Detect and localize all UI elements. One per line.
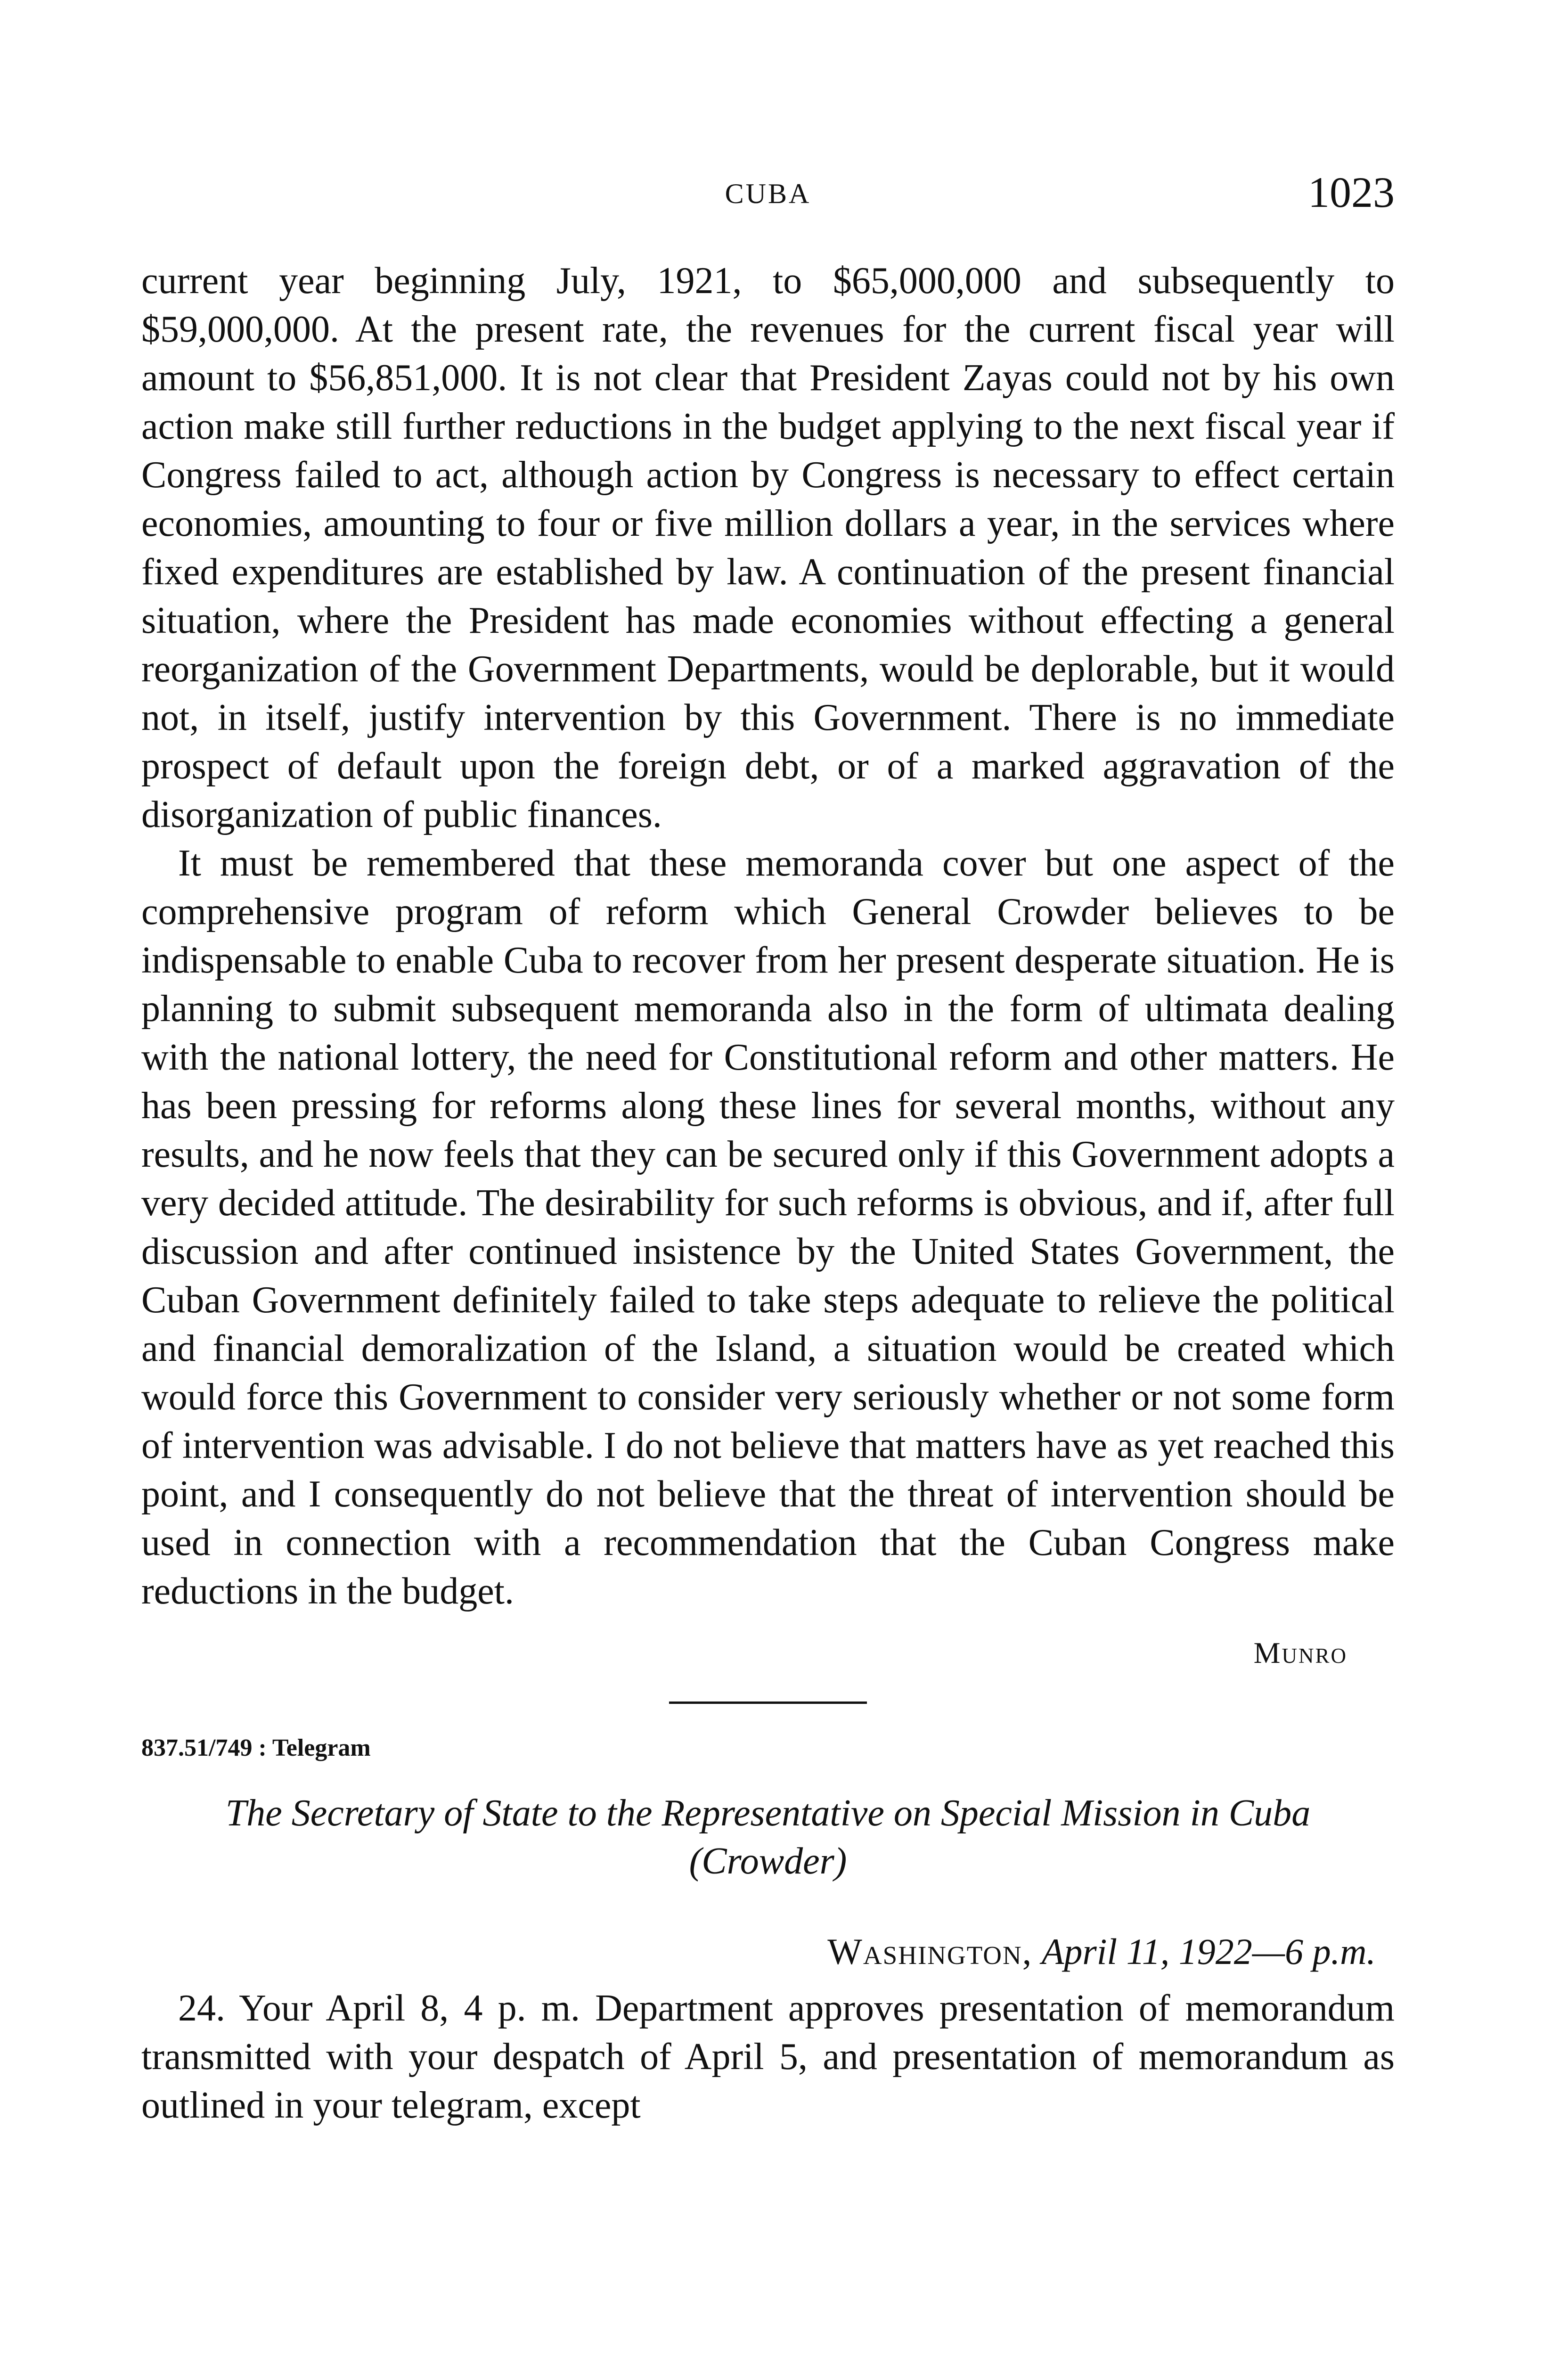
paragraph-continuation: current year beginning July, 1921, to $65,000,000 and subsequently to $59,000,000. At the present rate, the revenues for the current fiscal year will amount to $56,851,000. It is not clear that President Zayas could not by his own action make still further reductions in the budget applying to the next fiscal year if Congress failed to act, although action by Congress is necessary to effect certain economies, amounting to four or five million dollars a year, in the services where fixed expenditures are established by law. A continuation of the present financial situation, where the President has made economies without effecting a general reorganization of the Government Departments, would be deplorable, but it would not, in itself, justify intervention by this Government. There is no immediate prospect of default upon the foreign debt, or of a marked aggravation of the disorganization of public finances.	[141, 260, 1395, 835]
page-number: 1023	[1308, 168, 1395, 216]
running-title: CUBA	[725, 178, 811, 209]
dateline-date: April 11, 1922—6 p.m.	[1041, 1931, 1376, 1972]
running-header	[141, 167, 1395, 224]
file-reference: 837.51/749 : Telegram	[141, 1734, 371, 1761]
dateline	[141, 1931, 1395, 1973]
dateline-place: Washington,	[827, 1931, 1033, 1972]
body-text	[141, 257, 1395, 2130]
section-divider	[669, 1702, 867, 1704]
document-title: The Secretary of State to the Representative on Special Mission in Cuba (Crowder)	[225, 1792, 1311, 1882]
paragraph-memoranda: It must be remembered that these memoranda cover but one aspect of the comprehensive program of reform which General Crowder believes to be indispensable to enable Cuba to recover from her present desperate situation. He is planning to submit subsequent memoranda also in the form of ultimata dealing with the national lottery, the need for Constitutional reform and other matters. He has been pressing for reforms along these lines for several months, without any results, and he now feels that they can be secured only if this Government adopts a very decided attitude. The desirability for such reforms is obvious, and if, after full discussion and after continued insistence by the United States Government, the Cuban Government definitely failed to take steps adequate to relieve the political and financial demoralization of the Island, a situation would be created which would force this Government to consider very seriously whether or not some form of intervention was advisable. I do not believe that matters have as yet reached this point, and I consequently do not believe that the threat of intervention should be used in connection with a recommendation that the Cuban Congress make reductions in the budget.	[141, 843, 1395, 1612]
document-page	[141, 0, 1395, 2356]
telegram-text: 24. Your April 8, 4 p. m. Department approves presentation of memorandum transmitted with your despatch of April 5, and presentation of memorandum as outlined in your telegram, except	[141, 1988, 1395, 2126]
signature: Munro	[1253, 1636, 1348, 1669]
